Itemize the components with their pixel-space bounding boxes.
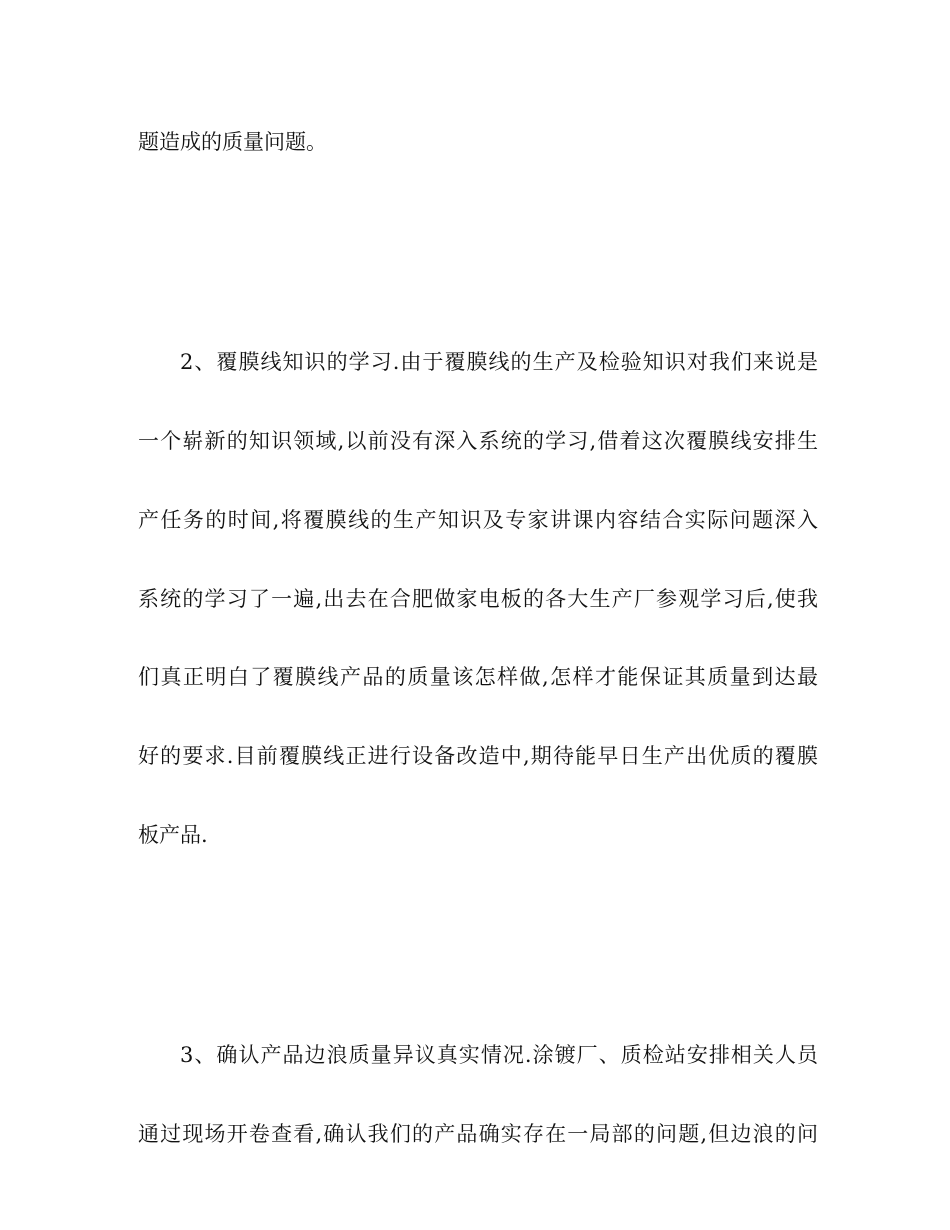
paragraph-2-line-6: 好的要求.目前覆膜线正进行设备改造中,期待能早日生产出优质的覆膜 — [138, 744, 818, 768]
paragraph-3-line-1: 3、确认产品边浪质量异议真实情况.涂镀厂、质检站安排相关人员 — [180, 1043, 818, 1067]
paragraph-2-line-4: 系统的学习了一遍,出去在合肥做家电板的各大生产厂参观学习后,使我 — [138, 587, 818, 611]
paragraph-2-line-5: 们真正明白了覆膜线产品的质量该怎样做,怎样才能保证其质量到达最 — [138, 665, 818, 689]
paragraph-2-line-1: 2、覆膜线知识的学习.由于覆膜线的生产及检验知识对我们来说是 — [180, 350, 818, 374]
paragraph-2-line-3: 产任务的时间,将覆膜线的生产知识及专家讲课内容结合实际问题深入 — [138, 508, 818, 532]
paragraph-2-line-2: 一个崭新的知识领域,以前没有深入系统的学习,借着这次覆膜线安排生 — [138, 429, 818, 453]
paragraph-3-line-2: 通过现场开卷查看,确认我们的产品确实存在一局部的问题,但边浪的问 — [138, 1122, 818, 1146]
paragraph-2-line-7: 板产品. — [138, 823, 208, 847]
paragraph-1-line-1: 题造成的质量问题。 — [138, 130, 327, 154]
